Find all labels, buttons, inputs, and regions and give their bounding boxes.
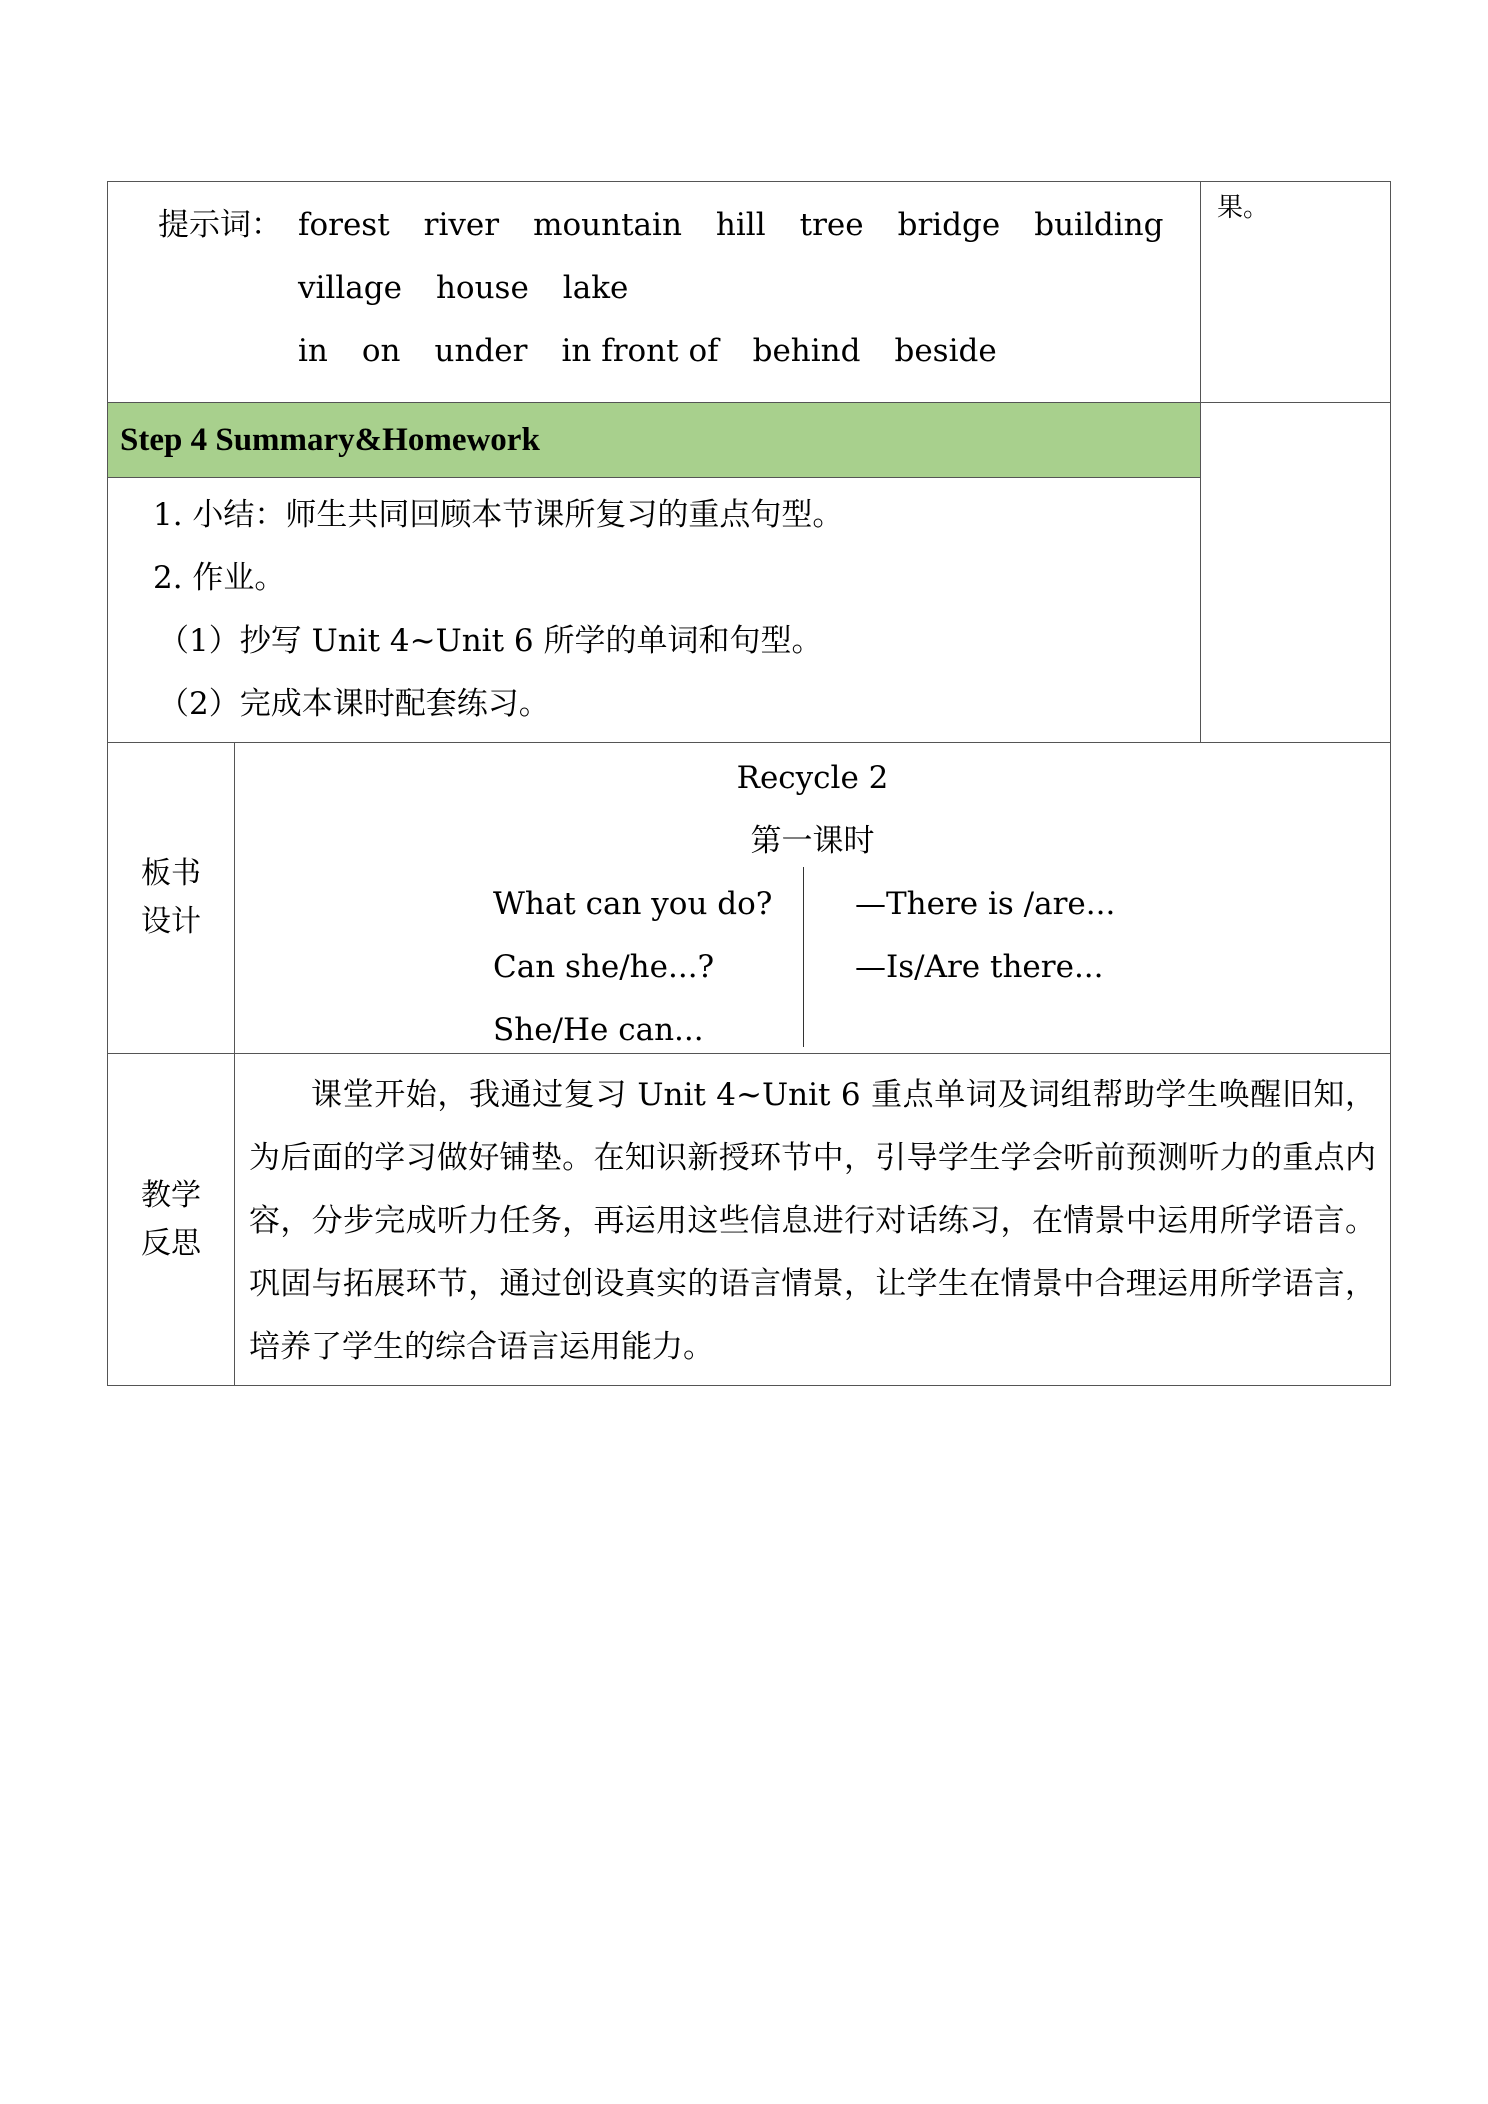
- board-design-row: [108, 743, 1391, 1054]
- lesson-plan-sheet: [107, 181, 1390, 1386]
- hint-word: on: [361, 333, 401, 369]
- board-design-label: [108, 743, 235, 1054]
- lesson-plan-table: [107, 181, 1391, 1386]
- hint-word: under: [434, 333, 528, 369]
- side-note-text: 果。: [1217, 193, 1270, 223]
- hint-words-cell: [108, 182, 1201, 403]
- reflection-label-line-2: 反思: [141, 1225, 201, 1261]
- step4-header-row: [108, 403, 1391, 478]
- hint-word: forest: [298, 207, 390, 243]
- step4-content-cell: [108, 478, 1201, 743]
- board-design-cell: [235, 743, 1391, 1054]
- hint-word: beside: [894, 333, 997, 369]
- hint-word: in front of: [561, 333, 719, 369]
- homework-subitem-2: （2）完成本课时配套练习。: [158, 686, 550, 722]
- board-right-line: —There is /are...: [855, 886, 1116, 922]
- hint-word: building: [1034, 207, 1164, 243]
- summary-item: 1. 小结：师生共同回顾本节课所复习的重点句型。: [153, 497, 844, 533]
- hint-word: hill: [715, 207, 766, 243]
- board-title: Recycle 2: [736, 760, 889, 796]
- hint-word: bridge: [897, 207, 1001, 243]
- hint-word: river: [423, 207, 500, 243]
- reflection-label-line-1: 教学: [141, 1177, 201, 1213]
- hint-words-line-1: [298, 194, 1200, 257]
- hint-word: lake: [562, 270, 629, 306]
- board-divider: [803, 867, 804, 1047]
- homework-item: 2. 作业。: [153, 560, 286, 596]
- hint-word: mountain: [533, 207, 682, 243]
- reflection-row: [108, 1054, 1391, 1386]
- board-left-line: Can she/he...?: [493, 949, 715, 985]
- step4-content-row: [108, 478, 1391, 743]
- hint-words-line-3: [298, 320, 1200, 383]
- homework-subitem-1: （1）抄写 Unit 4~Unit 6 所学的单词和句型。: [158, 623, 823, 659]
- reflection-label: [108, 1054, 235, 1386]
- board-subtitle: 第一课时: [750, 823, 875, 859]
- hint-word: village: [298, 270, 402, 306]
- reflection-cell: [235, 1054, 1391, 1386]
- hint-words-line-2: [298, 257, 1200, 320]
- side-note-cell: [1201, 182, 1391, 403]
- board-design-label-line-2: 设计: [141, 904, 201, 939]
- board-right-line: —Is/Are there...: [855, 949, 1104, 985]
- hint-word: behind: [752, 333, 861, 369]
- board-right-column: [855, 873, 1115, 999]
- hint-word: in: [298, 333, 328, 369]
- board-left-line: She/He can...: [493, 1012, 704, 1048]
- hint-label: 提示词：: [158, 207, 282, 243]
- hint-word: tree: [799, 207, 864, 243]
- step4-side-cell: [1201, 403, 1391, 743]
- reflection-text: 课堂开始，我通过复习 Unit 4~Unit 6 重点单词及词组帮助学生唤醒旧知，为后面的学习做好铺垫。在知识新授环节中，引导学生学会听前预测听力的重点内容，分步完成听力任务，再运用这些信息进行对话练习，在情景中运用所学语言。巩固与拓展环节，通过创设真实的语言情景，让学生在情景中合理运用所学语言，培养了学生的综合语言运用能力。: [249, 1077, 1376, 1365]
- board-left-column: [493, 873, 772, 1062]
- step4-title: Step 4 Summary&Homework: [108, 403, 1201, 478]
- hint-word: house: [435, 270, 529, 306]
- board-left-line: What can you do?: [493, 886, 773, 922]
- board-design-label-line-1: 板书: [141, 856, 201, 891]
- hint-words-row: [108, 182, 1391, 403]
